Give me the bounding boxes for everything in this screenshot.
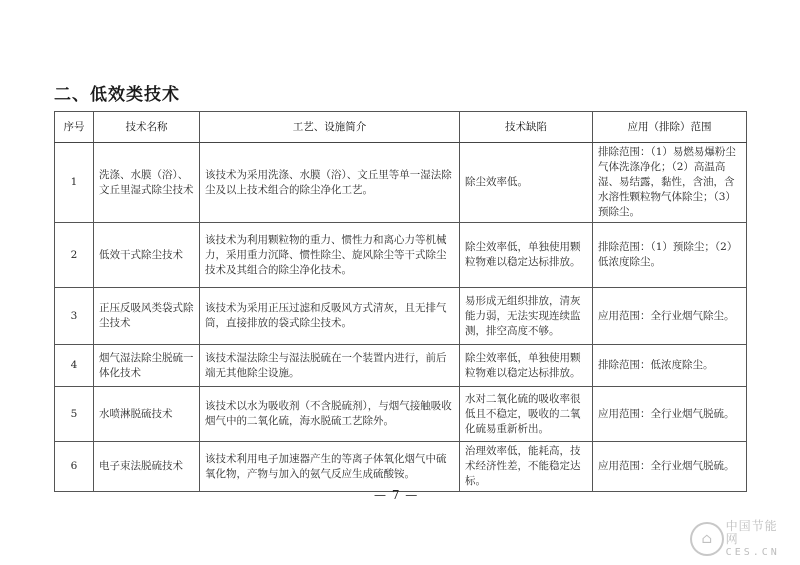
row-no: 2 — [55, 223, 94, 288]
header-name: 技术名称 — [94, 112, 200, 143]
row-name: 正压反吸风类袋式除尘技术 — [94, 288, 200, 345]
watermark-cn: 中国节能网 — [725, 518, 778, 546]
row-no: 3 — [55, 288, 94, 345]
row-scope: 应用范围：全行业烟气脱硫。 — [593, 387, 747, 442]
header-scope: 应用（排除）范围 — [593, 112, 747, 143]
section-title: 二、低效类技术 — [54, 85, 180, 105]
row-defect: 除尘效率低。 — [460, 143, 593, 223]
row-description: 该技术利用电子加速器产生的等离子体氧化烟气中硫氧化物，产物与加入的氨气反应生成硫酸铵。 — [200, 442, 460, 492]
header-defect: 技术缺陷 — [460, 112, 593, 143]
table-row — [55, 223, 747, 288]
row-description: 该技术为利用颗粒物的重力、惯性力和离心力等机械力，采用重力沉降、惯性除尘、旋风除尘等干式除尘技术及其组合的除尘净化技术。 — [200, 223, 460, 288]
row-description: 该技术以水为吸收剂（不含脱硫剂），与烟气接触吸收烟气中的二氧化硫，海水脱硫工艺除外。 — [200, 387, 460, 442]
row-name: 水喷淋脱硫技术 — [94, 387, 200, 442]
header-description: 工艺、设施简介 — [200, 112, 460, 143]
table-row — [55, 387, 747, 442]
header-no: 序号 — [55, 112, 94, 143]
table-row — [55, 143, 747, 223]
page-number: — 7 — — [374, 488, 419, 502]
row-no: 5 — [55, 387, 94, 442]
row-name: 洗涤、水膜（浴）、文丘里湿式除尘技术 — [94, 143, 200, 223]
row-scope: 排除范围：（1）预除尘；（2）低浓度除尘。 — [593, 223, 747, 288]
table-row — [55, 442, 747, 492]
row-name: 电子束法脱硫技术 — [94, 442, 200, 492]
technology-table — [54, 111, 747, 492]
row-defect: 除尘效率低，单独使用颗粒物难以稳定达标排放。 — [460, 345, 593, 387]
watermark-logo-icon: ⌂ — [690, 522, 724, 556]
table-row — [55, 288, 747, 345]
watermark — [690, 520, 790, 558]
watermark-en: CES.CN — [725, 546, 780, 558]
row-description: 该技术为采用洗涤、水膜（浴）、文丘里等单一湿法除尘及以上技术组合的除尘净化工艺。 — [200, 143, 460, 223]
row-scope: 应用范围：全行业烟气除尘。 — [593, 288, 747, 345]
table-row — [55, 345, 747, 387]
row-no: 1 — [55, 143, 94, 223]
row-name: 低效干式除尘技术 — [94, 223, 200, 288]
row-defect: 易形成无组织排放，清灰能力弱，无法实现连续监测，排空高度不够。 — [460, 288, 593, 345]
row-scope: 应用范围：全行业烟气脱硫。 — [593, 442, 747, 492]
row-scope: 排除范围：低浓度除尘。 — [593, 345, 747, 387]
row-no: 4 — [55, 345, 94, 387]
row-defect: 水对二氧化硫的吸收率很低且不稳定，吸收的二氧化硫易重新析出。 — [460, 387, 593, 442]
row-no: 6 — [55, 442, 94, 492]
row-description: 该技术湿法除尘与湿法脱硫在一个装置内进行，前后端无其他除尘设施。 — [200, 345, 460, 387]
row-description: 该技术为采用正压过滤和反吸风方式清灰，且无排气筒，直接排放的袋式除尘技术。 — [200, 288, 460, 345]
row-scope: 排除范围：（1）易燃易爆粉尘气体洗涤净化；（2）高温高湿、易结露，黏性，含油，含水溶性颗粒物气体除尘；（3）预除尘。 — [593, 143, 747, 223]
row-defect: 除尘效率低，单独使用颗粒物难以稳定达标排放。 — [460, 223, 593, 288]
row-name: 烟气湿法除尘脱硫一体化技术 — [94, 345, 200, 387]
table-header-row — [55, 112, 747, 143]
row-defect: 治理效率低，能耗高，技术经济性差，不能稳定达标。 — [460, 442, 593, 492]
